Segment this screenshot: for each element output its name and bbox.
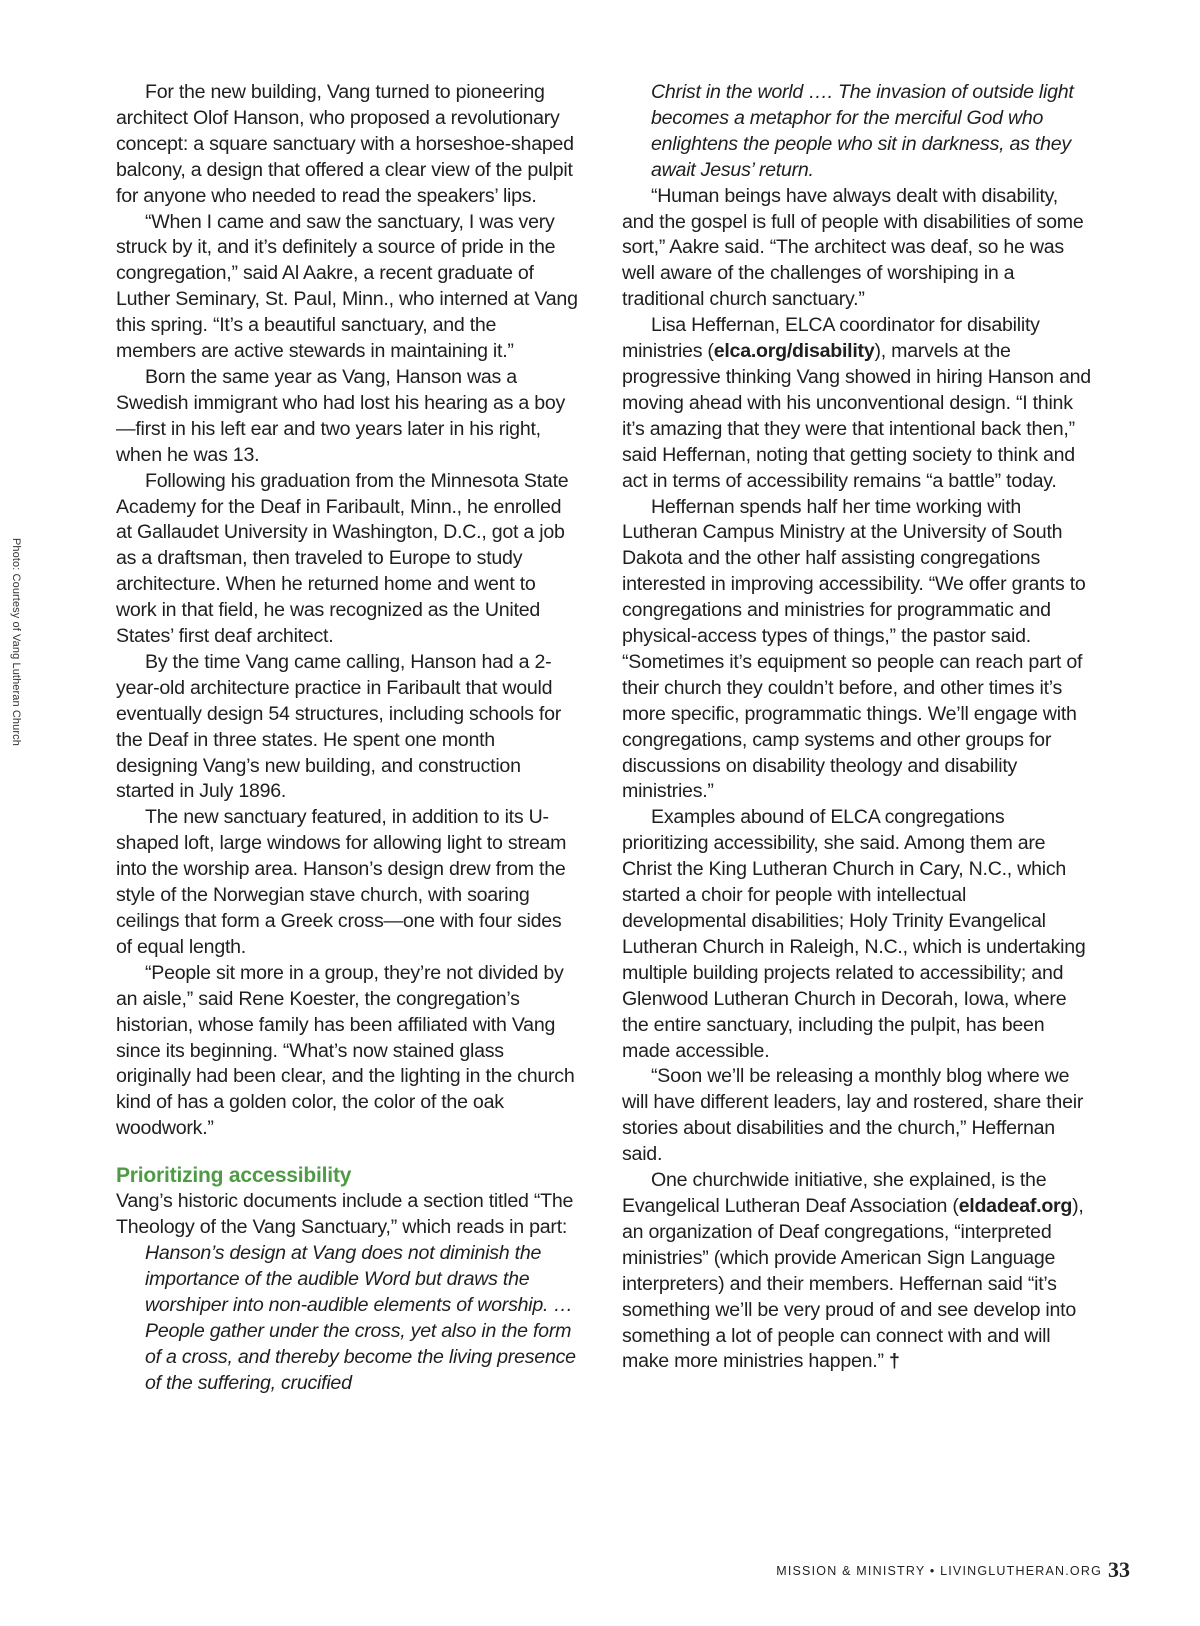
paragraph: For the new building, Vang turned to pioneering architect Olof Hanson, who proposed a revolutionary concept: a square sanctuary with a horseshoe-shaped balcony, a design that offered a clear view of the pulpit for anyone who needed to read the speakers’ lips. — [116, 81, 574, 207]
paragraph: “When I came and saw the sanctuary, I was very struck by it, and it’s definitely a source of pride in the congregation,” said Al Aakre, a recent graduate of Luther Seminary, St. Paul, Minn., who interned at Vang this spring. “It’s a beautiful sanctuary, and the members are active stewards in maintaining it.” — [116, 210, 578, 363]
paragraph: “Soon we’ll be releasing a monthly blog where we will have different leaders, lay and rostered, share their stories about disabilities and the church,” Heffernan said. — [622, 1065, 1084, 1166]
paragraph-text: One churchwide initiative, she explained, is the Evangelical Lutheran Deaf Association ( — [622, 1169, 1047, 1217]
paragraph-text: ), an organization of Deaf congregations, “interpreted ministries” (which provide American Sign Language interpreters) and their members. Heffernan said “it’s something we’ll be very proud of and see develop into something a lot of people can connect with and will make more ministries happen.” — [622, 1194, 1084, 1373]
right-column — [622, 80, 1092, 1375]
paragraph: Examples abound of ELCA congregations prioritizing accessibility, she said. Among them are Christ the King Lutheran Church in Cary, N.C., which started a choir for people with intellectual developmental disabilities; Holy Trinity Evangelical Lutheran Church in Raleigh, N.C., which is undertaking multiple building projects related to accessibility; and Glenwood Lutheran Church in Decorah, Iowa, where the entire sanctuary, including the pulpit, has been made accessible. — [622, 806, 1086, 1062]
page-footer — [776, 1555, 1130, 1581]
section-subhead: Prioritizing accessibility — [116, 1164, 352, 1188]
paragraph: By the time Vang came calling, Hanson had a 2-year-old architecture practice in Faribault that would eventually design 54 structures, including schools for the Deaf in three states. He spent one month designing Vang’s new building, and construction started in July 1896. — [116, 650, 562, 803]
paragraph: “People sit more in a group, they’re not divided by an aisle,” said Rene Koester, the congregation’s historian, whose family has been affiliated with Vang since its beginning. “What’s now stained glass originally had been clear, and the lighting in the church kind of has a golden color, the color of the oak woodwork.” — [116, 961, 575, 1140]
paragraph-text: Lisa Heffernan, ELCA coordinator for disability ministries ( — [622, 314, 1040, 363]
paragraph: “Human beings have always dealt with disability, and the gospel is full of people with disabilities of some sort,” Aakre said. “The architect was deaf, so he was well aware of the challenges of worshiping in a traditional church sanctuary.” — [622, 184, 1084, 311]
paragraph — [622, 313, 1092, 494]
paragraph: Heffernan spends half her time working with Lutheran Campus Ministry at the University of South Dakota and the other half assisting congregations interested in improving accessibility. “We offer grants to congregations and ministries for programmatic and physical-access types of things,” the pastor said. “Sometimes it’s equipment so people can reach part of their church they couldn’t before, and other times it’s more specific, programmatic things. We’ll engage with congregations, camp systems and other groups for discussions on disability theology and disability ministries.” — [622, 495, 1086, 803]
paragraph — [622, 1168, 1092, 1375]
paragraph: Vang’s historic documents include a section titled “The Theology of the Vang Sanctuary,” which reads in part: — [116, 1190, 574, 1239]
paragraph: Born the same year as Vang, Hanson was a Swedish immigrant who had lost his hearing as a boy—first in his left ear and two years later in his right, when he was 13. — [116, 365, 566, 466]
elca-disability-link[interactable]: elca.org/disability — [713, 340, 875, 363]
page-number: 33 — [1108, 1557, 1130, 1582]
paragraph: The new sanctuary featured, in addition to its U-shaped loft, large windows for allowing light to stream into the worship area. Hanson’s design drew from the style of the Norwegian stave church, with soaring ceilings that form a Greek cross—one with four sides of equal length. — [116, 806, 567, 958]
theology-quote: Hanson’s design at Vang does not diminish the importance of the audible Word but draws the worshiper into non-audible elements of worship. … People gather under the cross, yet also in the form of a cross, and thereby become the living presence of the suffering, crucified — [145, 1241, 576, 1394]
eldadeaf-link[interactable]: eldadeaf.org — [958, 1194, 1073, 1217]
left-column — [116, 80, 578, 1396]
theology-quote-continued: Christ in the world …. The invasion of outside light becomes a metaphor for the merciful God who enlightens the people who sit in darkness, as they await Jesus’ return. — [651, 81, 1074, 181]
paragraph: Following his graduation from the Minnesota State Academy for the Deaf in Faribault, Minn., he enrolled at Gallaudet University in Washington, D.C., got a job as a draftsman, then traveled to Europe to study architecture. When he returned home and went to work in that field, he was recognized as the United States’ first deaf architect. — [116, 469, 569, 648]
paragraph-text: ), marvels at the progressive thinking Vang showed in hiring Hanson and moving ahead with his unconventional design. “I think it’s amazing that they were that intentional back then,” said Heffernan, noting that getting society to think and act in terms of accessibility remains “a battle” today. — [622, 340, 1091, 492]
end-mark-cross-icon: † — [888, 1350, 900, 1373]
photo-credit: Photo: Courtesy of Vang Lutheran Church — [10, 538, 22, 746]
footer-section-label: MISSION & MINISTRY • LIVINGLUTHERAN.ORG — [776, 1564, 1102, 1578]
